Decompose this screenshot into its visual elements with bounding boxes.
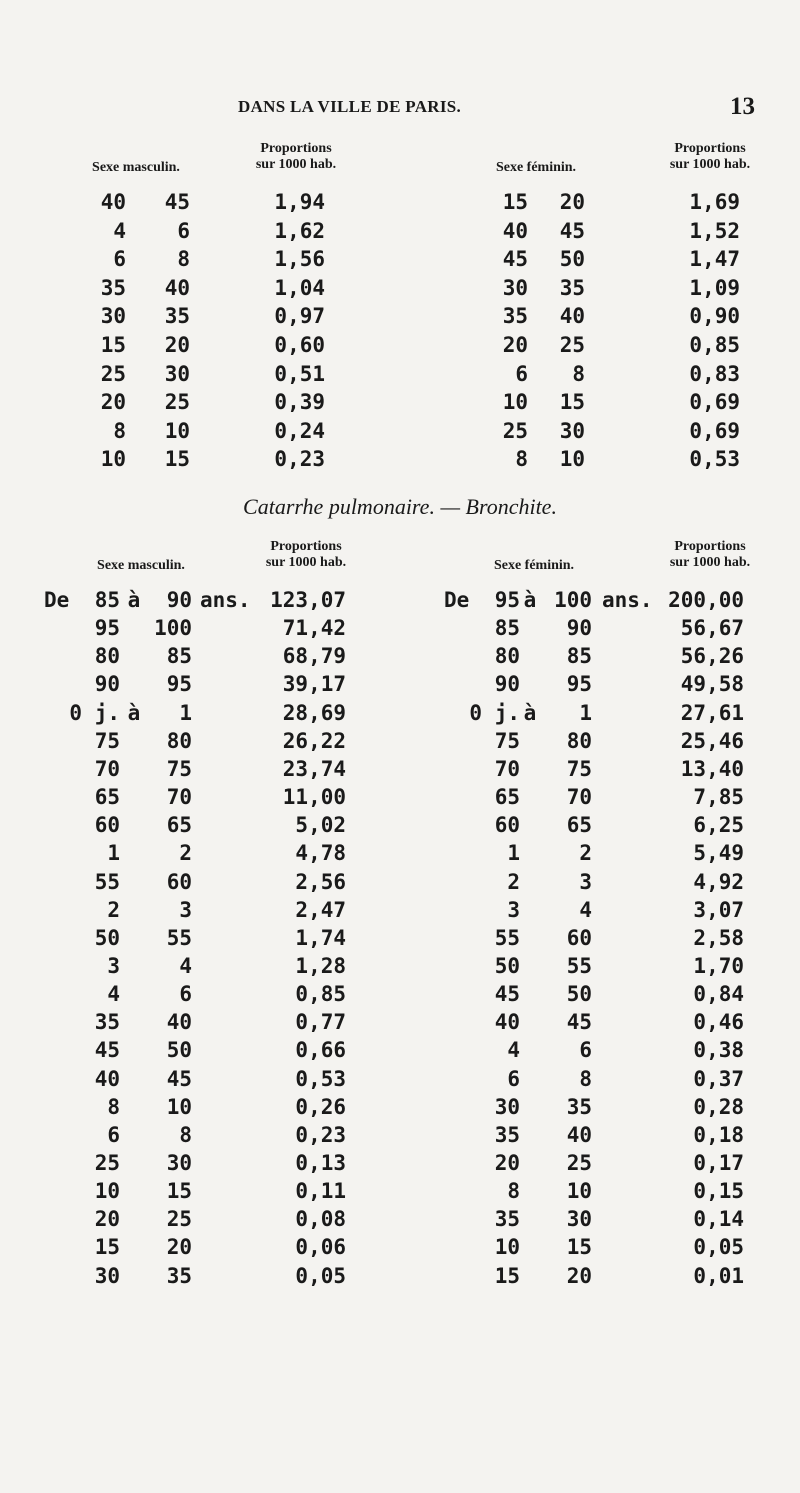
female-age-to: 65	[566, 813, 592, 837]
female-age-to: 8	[572, 362, 585, 386]
female-proportion: 0,28	[693, 1095, 744, 1119]
male-age-from: 30	[100, 304, 126, 328]
female-age-from: 20	[502, 333, 528, 357]
male-age-to: 20	[166, 1235, 192, 1259]
female-age-from: 35	[502, 304, 528, 328]
male-proportion: 1,74	[295, 926, 346, 950]
male-age-from: 25	[94, 1151, 120, 1175]
female-proportion: 0,14	[693, 1207, 744, 1231]
male-proportion: 11,00	[282, 785, 346, 809]
female-age-from: 15	[494, 1264, 520, 1288]
female-age-from: 70	[494, 757, 520, 781]
female-age-to: 15	[566, 1235, 592, 1259]
female-proportion: 0,69	[689, 419, 740, 443]
male-suffix: ans.	[200, 588, 251, 612]
female-age-from: 10	[494, 1235, 520, 1259]
female-proportion: 49,58	[680, 672, 744, 696]
top-col-right-prop	[640, 141, 780, 173]
male-age-to: 25	[166, 1207, 192, 1231]
male-proportion: 0,85	[295, 982, 346, 1006]
male-proportion: 1,94	[274, 190, 325, 214]
female-proportion: 1,52	[689, 219, 740, 243]
female-prefix: De	[444, 588, 470, 612]
female-proportion: 5,49	[693, 841, 744, 865]
male-proportion: 2,56	[295, 870, 346, 894]
female-age-to: 50	[559, 247, 585, 271]
male-age-from: 75	[94, 729, 120, 753]
male-age-from: 40	[100, 190, 126, 214]
male-proportion: 123,07	[270, 588, 346, 612]
female-age-from: 10	[502, 390, 528, 414]
male-age-to: 30	[166, 1151, 192, 1175]
male-age-to: 90	[166, 588, 192, 612]
male-proportion: 0,24	[274, 419, 325, 443]
male-age-from: 35	[94, 1010, 120, 1034]
male-age-from: 0 j.	[69, 701, 120, 725]
male-proportion: 0,77	[295, 1010, 346, 1034]
male-age-to: 6	[177, 219, 190, 243]
female-age-to: 8	[579, 1067, 592, 1091]
male-age-to: 35	[164, 304, 190, 328]
male-age-from: 4	[107, 982, 120, 1006]
top-col-right-label: Sexe féminin.	[495, 160, 577, 175]
top-col-left-label: Sexe masculin.	[92, 160, 180, 175]
female-age-from: 40	[502, 219, 528, 243]
female-age-to: 30	[559, 419, 585, 443]
male-proportion: 68,79	[282, 644, 346, 668]
female-age-from: 20	[494, 1151, 520, 1175]
male-proportion: 0,05	[295, 1264, 346, 1288]
male-age-to: 15	[164, 447, 190, 471]
male-proportion: 39,17	[282, 672, 346, 696]
female-proportion: 0,18	[693, 1123, 744, 1147]
male-age-to: 55	[166, 926, 192, 950]
male-age-from: 2	[107, 898, 120, 922]
male-age-to: 65	[166, 813, 192, 837]
male-proportion: 2,47	[295, 898, 346, 922]
male-age-from: 15	[100, 333, 126, 357]
female-proportion: 6,25	[693, 813, 744, 837]
female-proportion: 7,85	[693, 785, 744, 809]
male-separator: à	[127, 701, 141, 725]
male-age-from: 70	[94, 757, 120, 781]
male-proportion: 0,11	[295, 1179, 346, 1203]
bottom-col-left-prop	[236, 539, 376, 571]
female-age-to: 45	[559, 219, 585, 243]
female-proportion: 25,46	[680, 729, 744, 753]
female-age-to: 25	[559, 333, 585, 357]
female-proportion: 0,46	[693, 1010, 744, 1034]
female-proportion: 13,40	[680, 757, 744, 781]
female-age-from: 45	[494, 982, 520, 1006]
male-age-to: 70	[166, 785, 192, 809]
male-age-from: 55	[94, 870, 120, 894]
male-age-from: 45	[94, 1038, 120, 1062]
male-age-to: 45	[164, 190, 190, 214]
female-age-to: 6	[579, 1038, 592, 1062]
female-age-to: 75	[566, 757, 592, 781]
male-age-to: 35	[166, 1264, 192, 1288]
female-proportion: 0,38	[693, 1038, 744, 1062]
male-age-to: 40	[166, 1010, 192, 1034]
male-proportion: 0,23	[274, 447, 325, 471]
female-age-to: 90	[566, 616, 592, 640]
female-age-to: 95	[566, 672, 592, 696]
female-proportion: 200,00	[668, 588, 744, 612]
female-proportion: 2,58	[693, 926, 744, 950]
male-proportion: 71,42	[282, 616, 346, 640]
male-age-to: 85	[166, 644, 192, 668]
female-age-from: 4	[507, 1038, 520, 1062]
male-proportion: 0,06	[295, 1235, 346, 1259]
female-proportion: 0,83	[689, 362, 740, 386]
female-age-from: 60	[494, 813, 520, 837]
male-proportion: 0,39	[274, 390, 325, 414]
male-age-from: 85	[94, 588, 120, 612]
female-age-to: 70	[566, 785, 592, 809]
female-age-from: 1	[507, 841, 520, 865]
female-age-from: 35	[494, 1207, 520, 1231]
female-proportion: 0,85	[689, 333, 740, 357]
bottom-col-right-prop	[640, 539, 780, 571]
female-age-from: 45	[502, 247, 528, 271]
male-proportion: 4,78	[295, 841, 346, 865]
female-age-to: 60	[566, 926, 592, 950]
female-age-from: 35	[494, 1123, 520, 1147]
male-proportion: 26,22	[282, 729, 346, 753]
male-age-to: 60	[166, 870, 192, 894]
female-separator: à	[523, 701, 537, 725]
bottom-col-left-label: Sexe masculin.	[97, 558, 185, 573]
male-proportion: 1,28	[295, 954, 346, 978]
male-age-to: 4	[179, 954, 192, 978]
male-proportion: 0,26	[295, 1095, 346, 1119]
male-age-from: 50	[94, 926, 120, 950]
male-age-from: 20	[94, 1207, 120, 1231]
male-proportion: 0,66	[295, 1038, 346, 1062]
male-age-to: 15	[166, 1179, 192, 1203]
top-col-right-prop-line1: Proportions	[674, 141, 746, 156]
male-proportion: 0,51	[274, 362, 325, 386]
female-age-from: 95	[494, 588, 520, 612]
female-proportion: 0,05	[693, 1235, 744, 1259]
bottom-col-right-prop-line1: Proportions	[674, 539, 746, 554]
male-age-from: 10	[100, 447, 126, 471]
female-proportion: 1,69	[689, 190, 740, 214]
female-age-from: 30	[494, 1095, 520, 1119]
female-proportion: 3,07	[693, 898, 744, 922]
male-age-from: 95	[94, 616, 120, 640]
female-proportion: 0,84	[693, 982, 744, 1006]
male-age-to: 8	[179, 1123, 192, 1147]
female-age-from: 8	[507, 1179, 520, 1203]
female-proportion: 0,17	[693, 1151, 744, 1175]
male-age-from: 35	[100, 276, 126, 300]
male-proportion: 0,53	[295, 1067, 346, 1091]
female-proportion: 0,69	[689, 390, 740, 414]
male-age-from: 15	[94, 1235, 120, 1259]
male-age-from: 10	[94, 1179, 120, 1203]
female-age-to: 40	[566, 1123, 592, 1147]
top-col-left-prop-line2: sur 1000 hab.	[255, 157, 337, 172]
female-proportion: 27,61	[680, 701, 744, 725]
female-age-from: 30	[502, 276, 528, 300]
female-age-to: 20	[559, 190, 585, 214]
female-proportion: 1,09	[689, 276, 740, 300]
bottom-col-right-label: Sexe féminin.	[493, 558, 575, 573]
male-proportion: 1,56	[274, 247, 325, 271]
male-age-from: 3	[107, 954, 120, 978]
female-age-to: 15	[559, 390, 585, 414]
female-age-from: 55	[494, 926, 520, 950]
female-age-to: 50	[566, 982, 592, 1006]
male-age-to: 1	[179, 701, 192, 725]
male-age-to: 80	[166, 729, 192, 753]
male-age-from: 4	[113, 219, 126, 243]
male-age-to: 10	[164, 419, 190, 443]
bottom-col-right-prop-line2: sur 1000 hab.	[669, 555, 751, 570]
female-proportion: 56,67	[680, 616, 744, 640]
female-proportion: 4,92	[693, 870, 744, 894]
female-age-to: 80	[566, 729, 592, 753]
female-age-from: 6	[515, 362, 528, 386]
female-age-to: 40	[559, 304, 585, 328]
female-age-from: 80	[494, 644, 520, 668]
male-proportion: 1,04	[274, 276, 325, 300]
male-age-from: 80	[94, 644, 120, 668]
female-age-from: 90	[494, 672, 520, 696]
female-age-from: 3	[507, 898, 520, 922]
male-age-from: 6	[113, 247, 126, 271]
female-age-from: 65	[494, 785, 520, 809]
male-proportion: 0,23	[295, 1123, 346, 1147]
male-age-to: 75	[166, 757, 192, 781]
female-age-to: 3	[579, 870, 592, 894]
male-proportion: 23,74	[282, 757, 346, 781]
male-age-to: 95	[166, 672, 192, 696]
female-age-to: 45	[566, 1010, 592, 1034]
female-age-to: 30	[566, 1207, 592, 1231]
male-age-from: 8	[113, 419, 126, 443]
male-age-to: 8	[177, 247, 190, 271]
male-separator: à	[127, 588, 141, 612]
male-proportion: 28,69	[282, 701, 346, 725]
female-age-from: 40	[494, 1010, 520, 1034]
female-age-to: 20	[566, 1264, 592, 1288]
female-age-from: 85	[494, 616, 520, 640]
male-age-from: 8	[107, 1095, 120, 1119]
male-proportion: 1,62	[274, 219, 325, 243]
male-age-to: 2	[179, 841, 192, 865]
female-age-to: 1	[579, 701, 592, 725]
section-title: Catarrhe pulmonaire. — Bronchite.	[243, 494, 557, 519]
male-age-to: 6	[179, 982, 192, 1006]
female-age-to: 100	[554, 588, 592, 612]
female-proportion: 0,01	[693, 1264, 744, 1288]
female-age-from: 25	[502, 419, 528, 443]
male-age-to: 10	[166, 1095, 192, 1119]
female-separator: à	[523, 588, 537, 612]
male-proportion: 0,60	[274, 333, 325, 357]
female-age-from: 0 j.	[469, 701, 520, 725]
male-age-from: 40	[94, 1067, 120, 1091]
female-suffix: ans.	[602, 588, 653, 612]
male-age-to: 40	[164, 276, 190, 300]
male-proportion: 0,08	[295, 1207, 346, 1231]
female-proportion: 0,37	[693, 1067, 744, 1091]
male-age-from: 25	[100, 362, 126, 386]
female-age-to: 25	[566, 1151, 592, 1175]
page-number: 13	[730, 93, 755, 120]
female-proportion: 56,26	[680, 644, 744, 668]
female-age-to: 2	[579, 841, 592, 865]
male-age-from: 1	[107, 841, 120, 865]
female-proportion: 0,53	[689, 447, 740, 471]
male-age-to: 20	[164, 333, 190, 357]
female-age-to: 4	[579, 898, 592, 922]
female-age-to: 85	[566, 644, 592, 668]
male-age-from: 90	[94, 672, 120, 696]
male-age-from: 65	[94, 785, 120, 809]
female-age-to: 10	[559, 447, 585, 471]
male-age-from: 60	[94, 813, 120, 837]
female-age-from: 2	[507, 870, 520, 894]
female-age-to: 35	[566, 1095, 592, 1119]
male-age-from: 20	[100, 390, 126, 414]
male-proportion: 5,02	[295, 813, 346, 837]
bottom-col-left-prop-line2: sur 1000 hab.	[265, 555, 347, 570]
female-age-from: 8	[515, 447, 528, 471]
male-age-to: 3	[179, 898, 192, 922]
female-age-from: 6	[507, 1067, 520, 1091]
top-col-right-prop-line2: sur 1000 hab.	[669, 157, 751, 172]
male-age-to: 100	[154, 616, 192, 640]
male-prefix: De	[44, 588, 70, 612]
female-age-from: 50	[494, 954, 520, 978]
female-age-to: 55	[566, 954, 592, 978]
female-age-to: 10	[566, 1179, 592, 1203]
male-age-to: 25	[164, 390, 190, 414]
male-proportion: 0,13	[295, 1151, 346, 1175]
male-proportion: 0,97	[274, 304, 325, 328]
female-age-to: 35	[559, 276, 585, 300]
male-age-from: 6	[107, 1123, 120, 1147]
female-age-from: 15	[502, 190, 528, 214]
female-age-from: 75	[494, 729, 520, 753]
bottom-col-left-prop-line1: Proportions	[270, 539, 342, 554]
top-col-left-prop-line1: Proportions	[260, 141, 332, 156]
female-proportion: 1,47	[689, 247, 740, 271]
male-age-to: 30	[164, 362, 190, 386]
page-header-title: DANS LA VILLE DE PARIS.	[238, 97, 462, 116]
female-proportion: 0,90	[689, 304, 740, 328]
female-proportion: 0,15	[693, 1179, 744, 1203]
male-age-from: 30	[94, 1264, 120, 1288]
top-col-left-prop	[226, 141, 366, 173]
male-age-to: 45	[166, 1067, 192, 1091]
female-proportion: 1,70	[693, 954, 744, 978]
male-age-to: 50	[166, 1038, 192, 1062]
